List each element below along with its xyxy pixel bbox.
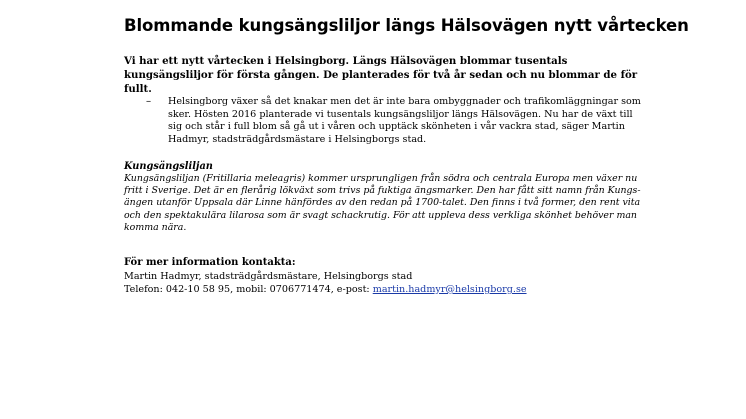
- contact-block: [124, 256, 644, 297]
- fact-section: [124, 161, 644, 234]
- document-title: Blommande kungsängsliljor längs Hälsovägen nytt vårtecken: [124, 16, 689, 35]
- contact-phone-line: [124, 283, 644, 297]
- bullet-dash: –: [146, 96, 152, 107]
- lead-paragraph: Vi har ett nytt vårtecken i Helsingborg. Längs Hälsovägen blommar tusentals kungsängsliljor för första gången. De planterades för två år sedan och nu blommar de för fullt.: [124, 55, 638, 95]
- contact-heading: För mer information kontakta:: [124, 257, 296, 268]
- section-heading: Kungsängsliljan: [124, 161, 213, 172]
- contact-phone: Telefon: 042-10 58 95, mobil: 0706771474, e-post:: [124, 284, 373, 295]
- email-link[interactable]: martin.hadmyr@helsingborg.se: [372, 284, 527, 295]
- quote-text: Helsingborg växer så det knakar men det är inte bara ombyggnader och trafikomläggningar som sker. Hösten 2016 planterade vi tusentals kungsängsliljor längs Hälsovägen. Nu har de växt till sig och står i full blom så gå ut i våren och upptäck skönheten i vår vackra stad, säger Martin Hadmyr, stadsträdgårdsmästare i Helsingborgs stad.: [168, 96, 641, 145]
- contact-person: Martin Hadmyr, stadsträdgårdsmästare, Helsingborgs stad: [124, 270, 413, 282]
- section-body: Kungsängsliljan (Fritillaria meleagris) kommer ursprungligen från södra och centrala Europa men växer nu fritt i Sverige. Det är en flerårig lökväxt som trivs på fuktiga ängsmarker. Den har fått sitt namn från Kungs-ängen utanför Uppsala där Linne hänfördes av den redan på 1700-talet. Den finns i två former, den rent vita och den spektakulära lilarosa som är svagt schackrutig. För att uppleva dess verkliga skönhet behöver man komma nära.: [124, 173, 641, 233]
- quote-bullet: [146, 96, 646, 146]
